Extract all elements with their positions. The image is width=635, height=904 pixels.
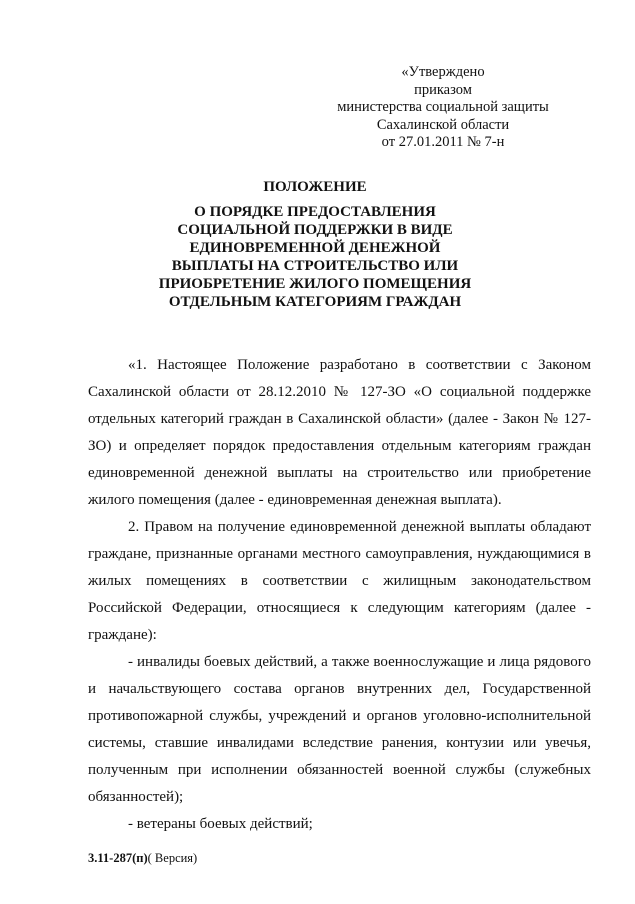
title-heading: ПОЛОЖЕНИЕ <box>263 179 367 195</box>
paragraph-2: 2. Правом на получение единовременной денежной выплаты обладают граждане, признанные органами местного самоуправления, нуждающимися в жилых помещениях в соответствии с жилищным законодательством Российской Федерации, относящиеся к следующим категориям (далее - граждане): <box>88 519 591 643</box>
title-line-6: ОТДЕЛЬНЫМ КАТЕГОРИЯМ ГРАЖДАН <box>168 294 462 310</box>
approval-line-date-number: от 27.01.2011 № 7-н <box>381 134 505 150</box>
title-line-4: ВЫПЛАТЫ НА СТРОИТЕЛЬСТВО ИЛИ <box>171 258 459 274</box>
approval-line-ministry: министерства социальной защиты <box>337 99 549 115</box>
title-line-2: СОЦИАЛЬНОЙ ПОДДЕРЖКИ В ВИДЕ <box>177 222 453 238</box>
footer-document-code <box>88 851 197 866</box>
title-line-1: О ПОРЯДКЕ ПРЕДОСТАВЛЕНИЯ <box>194 204 436 220</box>
approval-line-region: Сахалинской области <box>376 116 510 133</box>
footer-version: ( Версия) <box>147 851 198 865</box>
paragraph-1: «1. Настоящее Положение разработано в соответствии с Законом Сахалинской области от 28.12.2010 № 127-ЗО «О социальной поддержке отдельных категорий граждан в Сахалинской области» (далее - Закон № 127-ЗО) и определяет порядок предоставления отдельным категориям граждан единовременной денежной выплаты на строительство или приобретение жилого помещения (далее - единовременная денежная выплата). <box>88 357 591 508</box>
approval-line-approved: «Утверждено <box>401 64 485 80</box>
approval-line-order: приказом <box>414 81 472 98</box>
title-line-3: ЕДИНОВРЕМЕННОЙ ДЕНЕЖНОЙ <box>189 240 441 256</box>
title-line-5: ПРИОБРЕТЕНИЕ ЖИЛОГО ПОМЕЩЕНИЯ <box>158 276 472 292</box>
footer-code: 3.11-287(п) <box>88 851 148 865</box>
document-body <box>88 352 591 838</box>
list-item-disabled-veterans: - инвалиды боевых действий, а также военнослужащие и лица рядового и начальствующего состава органов внутренних дел, Государственной противопожарной службы, учреждений и органов уголовно-исполнительной системы, ставшие инвалидами вследствие ранения, контузии или увечья, полученным при исполнении обязанностей военной службы (служебных обязанностей); <box>88 654 591 805</box>
approval-block <box>318 64 568 152</box>
list-item-combat-veterans: - ветераны боевых действий; <box>128 816 313 832</box>
document-title <box>80 178 550 311</box>
